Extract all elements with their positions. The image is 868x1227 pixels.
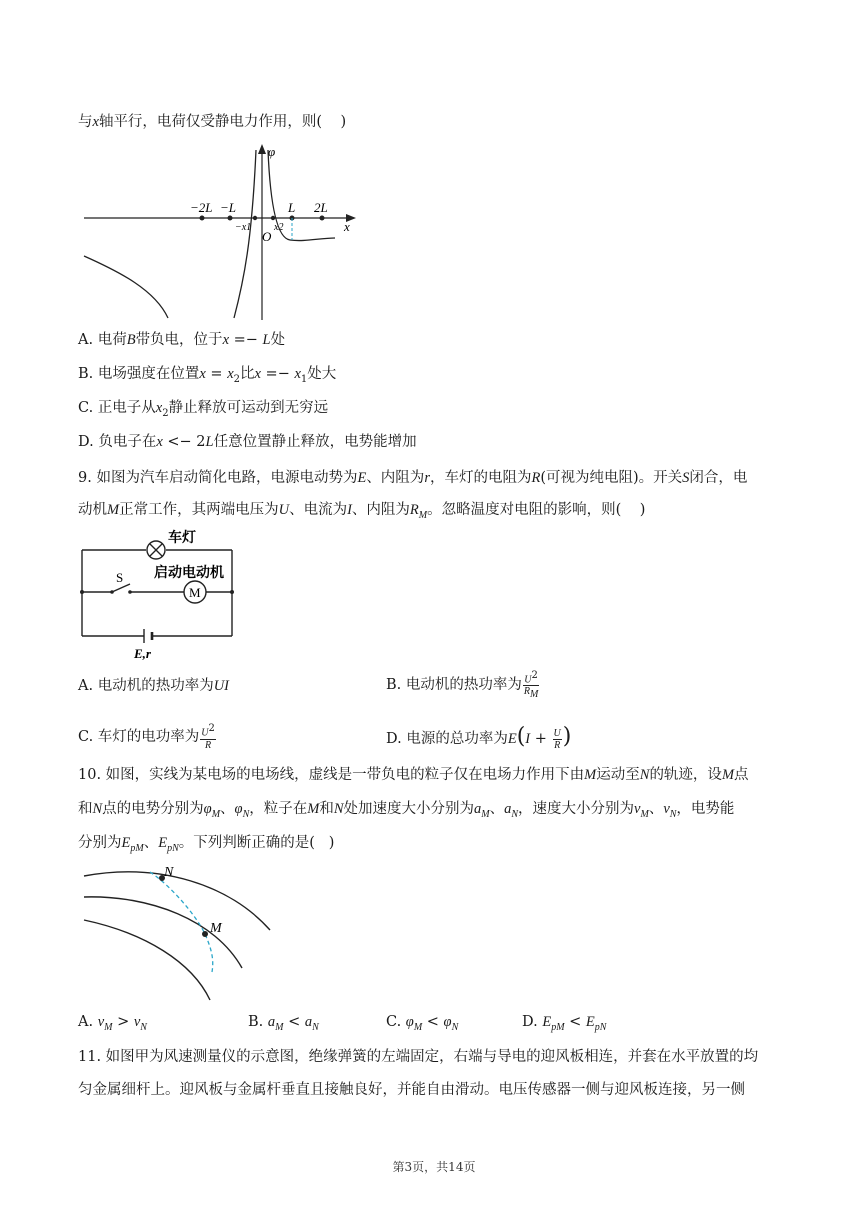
q9-option-d: D. 电源的总功率为E(I + $\frac{U}{R}$ ) — [386, 724, 572, 751]
q9-option-a: A. 电动机的热功率为UI — [78, 678, 230, 694]
motor-label: 启动电动机 — [154, 566, 224, 581]
q10-stem-line1: 10. 如图，实线为某电场的电场线，虚线是一带负电的粒子仅在电场力作用下由M运动至N的轨迹，设M点 — [78, 767, 749, 783]
tick-label-negx1: −x1 — [235, 222, 252, 233]
q10-option-d: D. $E_{pM} < E_{pN}$ — [522, 1014, 607, 1033]
q10-stem-line3: 分别为$E_{pM}$、$E_{pN}$。下列判断正确的是( ) — [78, 835, 335, 854]
tick-label-x2: x2 — [274, 222, 284, 233]
q11-stem-line2: 匀金属细杆上。迎风板与金属杆垂直且接触良好，并能自由滑动。电压传感器一侧与迎风板连接，另一侧 — [78, 1082, 745, 1098]
q9-stem-line2: 动机M正常工作，其两端电压为U、电流为I、内阻为$R_M$。忽略温度对电阻的影响，则( ) — [78, 502, 646, 521]
q11-stem-line1: 11. 如图甲为风速测量仪的示意图，绝缘弹簧的左端固定，右端与导电的迎风板相连，并套在水平放置的均 — [78, 1049, 759, 1065]
q9-option-c: C. 车灯的电功率为 $\frac{U^2}{R}$ — [78, 723, 215, 751]
trajectory-dashed — [150, 872, 213, 972]
x-axis-label: x — [344, 219, 350, 234]
q8-option-c: C. 正电子从$x_2$静止释放可运动到无穷远 — [78, 400, 329, 419]
tick-label-2L: 2L — [314, 200, 328, 215]
q10-stem-line2: 和N点的电势分别为$\varphi_M$、$\varphi_N$，粒子在M和N处加速度大小分别为$a_M$、$a_N$，速度大小分别为$v_M$、$v_N$，电势能 — [78, 801, 735, 820]
tick-label-L: L — [288, 200, 296, 215]
field-line-1 — [84, 872, 270, 930]
q8-option-d: D. 负电子在x <− 2L任意位置静止释放，电势能增加 — [78, 434, 417, 450]
y-axis-label: φ — [268, 144, 276, 159]
svg-text:M: M — [189, 585, 201, 600]
q8-stem-tail: 与x轴平行，电荷仅受静电力作用，则( ) — [78, 114, 347, 130]
q9-stem-line1: 9. 如图为汽车启动简化电路，电源电动势为E、内阻为r，车灯的电阻为R(可视为纯电阻)。开关S闭合，电 — [78, 470, 748, 486]
switch-label: S — [116, 570, 124, 585]
label-M: M — [210, 921, 222, 936]
q10-option-b: B. $a_M < a_N$ — [248, 1014, 319, 1033]
q10-option-c: C. $\varphi_M < \varphi_N$ — [386, 1014, 459, 1033]
page-footer: 第3页，共14页 — [392, 1160, 476, 1174]
q9-option-b: B. 电动机的热功率为 $\frac{U^2}{R_M}$ — [386, 670, 539, 701]
point-M — [202, 931, 208, 937]
label-N: N — [164, 865, 174, 880]
q10-option-a: A. $v_M > v_N$ — [78, 1014, 147, 1033]
battery-label: E,r — [134, 646, 151, 661]
tick-label-neg2L: −2L — [190, 200, 213, 215]
q8-option-a: A. 电荷B带负电，位于x =− L处 — [78, 332, 286, 348]
lamp-label: 车灯 — [168, 531, 196, 546]
q8-option-b: B. 电场强度在位置$x = x_2$比$x =- x_1$处大 — [78, 366, 337, 385]
origin-label: O — [262, 229, 272, 244]
tick-label-negL: −L — [220, 200, 237, 215]
field-line-3 — [84, 920, 210, 1000]
